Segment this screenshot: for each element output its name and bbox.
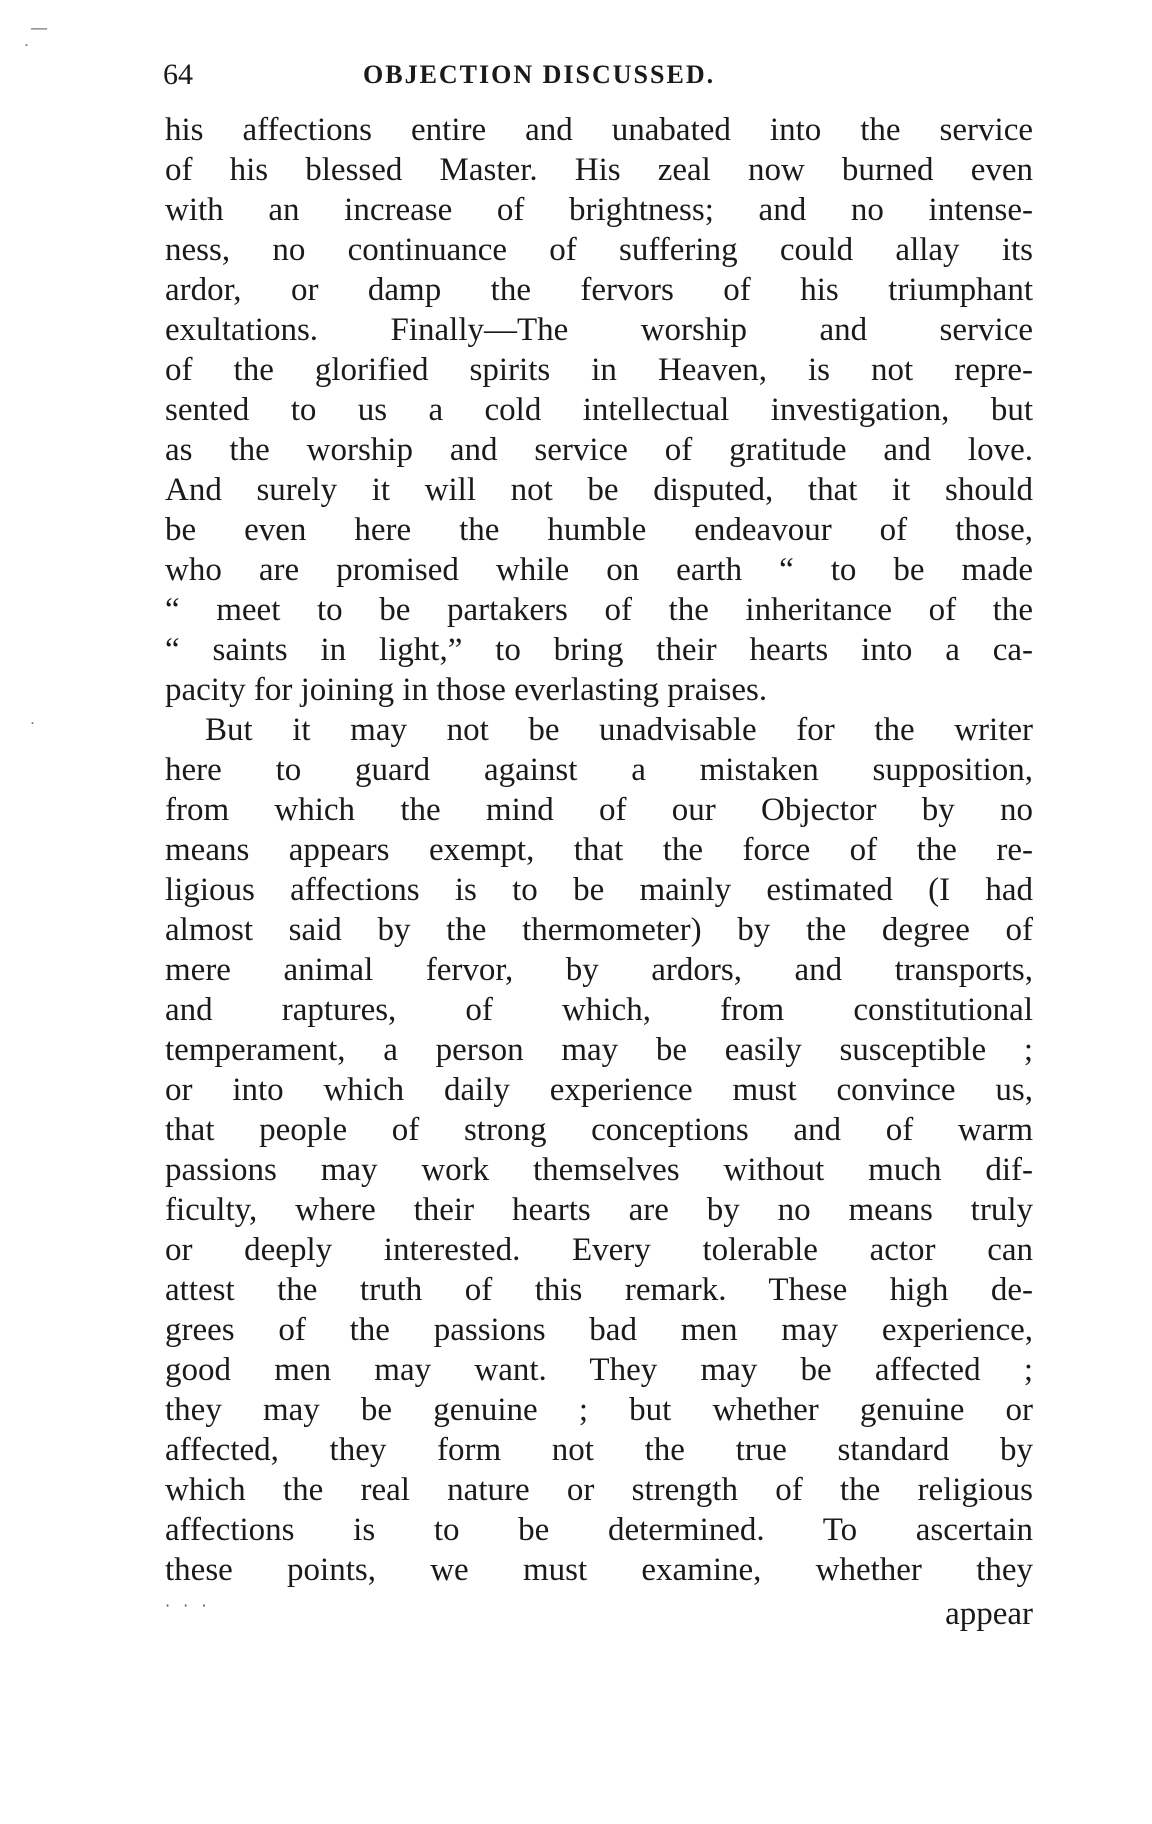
text-line-34: affected, they form not the true standard by: [165, 1432, 1033, 1468]
text-line-8: sented to us a cold intellectual investigation, but: [165, 392, 1033, 428]
margin-dot-mark: ˙: [22, 42, 31, 63]
text-line-18: from which the mind of our Objector by no: [165, 792, 1033, 828]
page-number: 64: [163, 58, 193, 91]
text-line-9: as the worship and service of gratitude and love.: [165, 432, 1033, 468]
text-line-1: his affections entire and unabated into the service: [165, 112, 1033, 148]
text-line-36: affections is to be determined. To ascertain: [165, 1512, 1033, 1548]
text-line-27: passions may work themselves without much dif-: [165, 1152, 1033, 1188]
margin-dot-mark-2: ˙: [28, 720, 37, 741]
text-line-14: “ saints in light,” to bring their hearts into a ca-: [165, 632, 1033, 668]
text-line-31: grees of the passions bad men may experience,: [165, 1312, 1033, 1348]
text-line-33: they may be genuine ; but whether genuine or: [165, 1392, 1033, 1428]
text-line-16: But it may not be unadvisable for the writer: [205, 712, 1033, 748]
text-line-28: ficulty, where their hearts are by no means truly: [165, 1192, 1033, 1228]
text-line-12: who are promised while on earth “ to be made: [165, 552, 1033, 588]
text-line-6: exultations. Finally—The worship and service: [165, 312, 1033, 348]
text-line-4: ness, no continuance of suffering could allay its: [165, 232, 1033, 268]
text-line-3: with an increase of brightness; and no intense-: [165, 192, 1033, 228]
catchword: appear: [945, 1596, 1033, 1632]
text-line-26: that people of strong conceptions and of warm: [165, 1112, 1033, 1148]
text-line-19: means appears exempt, that the force of the re-: [165, 832, 1033, 868]
text-line-17: here to guard against a mistaken supposition,: [165, 752, 1033, 788]
body-text: [165, 110, 1033, 1632]
text-line-23: and raptures, of which, from constitutional: [165, 992, 1033, 1028]
text-line-11: be even here the humble endeavour of those,: [165, 512, 1033, 548]
text-line-15: pacity for joining in those everlasting praises.: [165, 672, 768, 708]
text-line-24: temperament, a person may be easily susceptible ;: [165, 1032, 1033, 1068]
text-line-5: ardor, or damp the fervors of his triumphant: [165, 272, 1033, 308]
text-line-10: And surely it will not be disputed, that it should: [165, 472, 1033, 508]
text-line-29: or deeply interested. Every tolerable actor can: [165, 1232, 1033, 1268]
text-line-25: or into which daily experience must convince us,: [165, 1072, 1033, 1108]
margin-dash-mark: —: [30, 18, 48, 39]
text-line-20: ligious affections is to be mainly estimated (I had: [165, 872, 1033, 908]
text-line-7: of the glorified spirits in Heaven, is not repre-: [165, 352, 1033, 388]
text-line-32: good men may want. They may be affected ;: [165, 1352, 1033, 1388]
text-line-35: which the real nature or strength of the religious: [165, 1472, 1033, 1508]
text-line-30: attest the truth of this remark. These high de-: [165, 1272, 1033, 1308]
text-line-21: almost said by the thermometer) by the degree of: [165, 912, 1033, 948]
running-head: [163, 58, 1033, 98]
text-line-37: these points, we must examine, whether they: [165, 1552, 1033, 1588]
text-line-2: of his blessed Master. His zeal now burned even: [165, 152, 1033, 188]
text-line-13: “ meet to be partakers of the inheritance of the: [165, 592, 1033, 628]
text-line-22: mere animal fervor, by ardors, and transports,: [165, 952, 1033, 988]
running-title: OBJECTION DISCUSSED.: [363, 60, 716, 89]
signature-dots: · · ·: [165, 1596, 211, 1615]
